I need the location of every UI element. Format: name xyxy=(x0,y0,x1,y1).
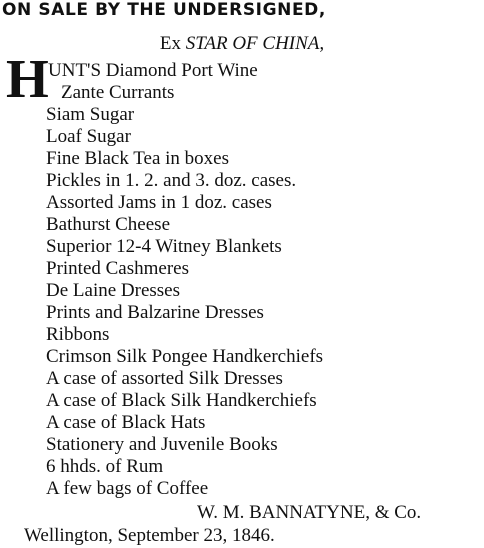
dateline: Wellington, September 23, 1846. xyxy=(24,525,275,546)
lead-line-1: UNT'S Diamond Port Wine xyxy=(48,60,258,81)
list-item: Loaf Sugar xyxy=(46,126,131,147)
drop-cap: H xyxy=(6,48,49,109)
list-item: De Laine Dresses xyxy=(46,280,181,301)
goods-list xyxy=(46,104,323,500)
list-item: Superior 12-4 Witney Blankets xyxy=(46,236,282,257)
list-item: A case of Black Silk Handkerchiefs xyxy=(46,390,317,411)
list-item: 6 hhds. of Rum xyxy=(46,456,164,477)
list-item: Stationery and Juvenile Books xyxy=(46,434,278,455)
list-item: A case of assorted Silk Dresses xyxy=(46,368,283,389)
list-item: Fine Black Tea in boxes xyxy=(46,148,230,169)
list-item: Siam Sugar xyxy=(46,104,135,125)
list-item: Bathurst Cheese xyxy=(46,214,171,235)
subheading-prefix: Ex xyxy=(159,33,181,54)
merchant-signature: W. M. BANNATYNE, & Co. xyxy=(197,502,422,523)
ship-name: STAR OF CHINA, xyxy=(185,33,325,54)
list-item: Prints and Balzarine Dresses xyxy=(46,302,264,323)
list-item: Printed Cashmeres xyxy=(46,258,190,279)
list-item: A case of Black Hats xyxy=(46,412,206,433)
list-item: Crimson Silk Pongee Handkerchiefs xyxy=(46,346,324,367)
advert-heading: ON SALE BY THE UNDERSIGNED, xyxy=(2,0,326,20)
advert-subheading xyxy=(0,33,484,55)
list-item: Pickles in 1. 2. and 3. doz. cases. xyxy=(46,170,297,191)
list-item: Ribbons xyxy=(46,324,110,345)
list-item: A few bags of Coffee xyxy=(46,478,209,499)
list-item: Assorted Jams in 1 doz. cases xyxy=(46,192,272,213)
lead-line-2: Zante Currants xyxy=(61,82,175,103)
